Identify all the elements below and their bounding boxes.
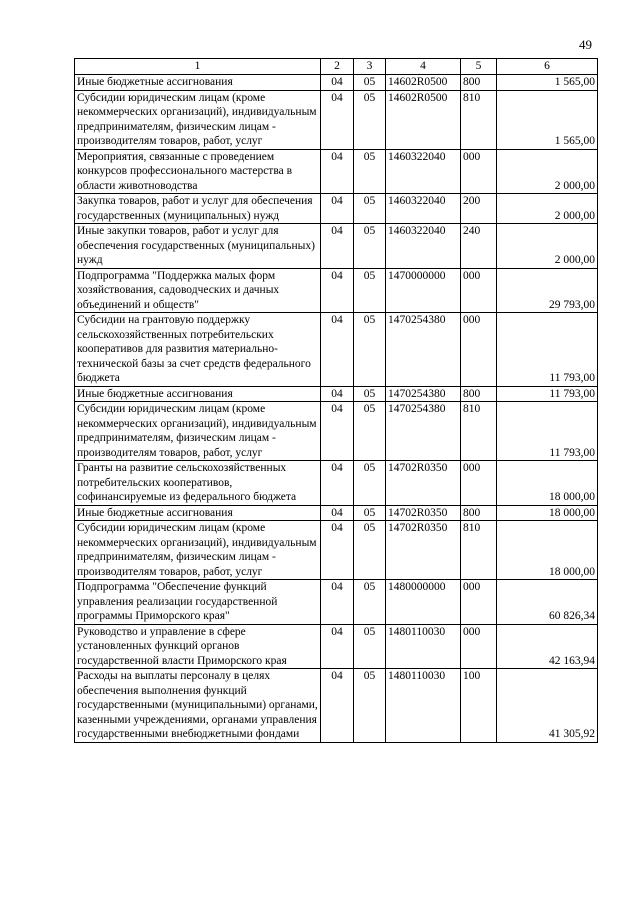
table-row xyxy=(75,669,598,743)
expense-type-code: 000 xyxy=(461,149,497,194)
target-article-code: 1470000000 xyxy=(386,268,461,313)
amount: 42 163,94 xyxy=(497,624,598,669)
subsection-code: 05 xyxy=(354,461,386,506)
amount: 2 000,00 xyxy=(497,149,598,194)
target-article-code: 1460322040 xyxy=(386,149,461,194)
table-row xyxy=(75,90,598,149)
amount: 18 000,00 xyxy=(497,521,598,580)
expense-type-code: 810 xyxy=(461,90,497,149)
amount: 1 565,00 xyxy=(497,90,598,149)
page-number: 49 xyxy=(579,37,592,52)
header-cell: 2 xyxy=(321,59,354,75)
expense-type-code: 000 xyxy=(461,624,497,669)
table-row xyxy=(75,521,598,580)
item-name: Гранты на развитие сельскохозяйственных потребительских кооперативов, софинансируемые из федерального бюджета xyxy=(75,461,321,506)
header-cell: 4 xyxy=(386,59,461,75)
subsection-code: 05 xyxy=(354,149,386,194)
item-name: Субсидии юридическим лицам (кроме некоммерческих организаций), индивидуальным предпринимателям, физическим лицам - производителям товаров, работ, услуг xyxy=(75,521,321,580)
target-article-code: 1470254380 xyxy=(386,402,461,461)
expense-type-code: 800 xyxy=(461,386,497,402)
table-row xyxy=(75,268,598,313)
target-article-code: 1460322040 xyxy=(386,194,461,224)
section-code: 04 xyxy=(321,402,354,461)
table-row xyxy=(75,386,598,402)
target-article-code: 14702R0350 xyxy=(386,505,461,521)
subsection-code: 05 xyxy=(354,402,386,461)
target-article-code: 1460322040 xyxy=(386,224,461,269)
subsection-code: 05 xyxy=(354,669,386,743)
table-row xyxy=(75,624,598,669)
section-code: 04 xyxy=(321,505,354,521)
section-code: 04 xyxy=(321,624,354,669)
section-code: 04 xyxy=(321,149,354,194)
subsection-code: 05 xyxy=(354,268,386,313)
expense-type-code: 100 xyxy=(461,669,497,743)
amount: 18 000,00 xyxy=(497,505,598,521)
header-cell: 5 xyxy=(461,59,497,75)
expense-type-code: 000 xyxy=(461,268,497,313)
section-code: 04 xyxy=(321,268,354,313)
subsection-code: 05 xyxy=(354,90,386,149)
amount: 1 565,00 xyxy=(497,75,598,91)
subsection-code: 05 xyxy=(354,75,386,91)
section-code: 04 xyxy=(321,75,354,91)
expense-type-code: 240 xyxy=(461,224,497,269)
target-article-code: 1470254380 xyxy=(386,313,461,387)
item-name: Субсидии юридическим лицам (кроме некоммерческих организаций), индивидуальным предпринимателям, физическим лицам - производителям товаров, работ, услуг xyxy=(75,90,321,149)
item-name: Мероприятия, связанные с проведением конкурсов профессионального мастерства в области животноводства xyxy=(75,149,321,194)
target-article-code: 1480000000 xyxy=(386,580,461,625)
header-cell: 3 xyxy=(354,59,386,75)
item-name: Закупка товаров, работ и услуг для обеспечения государственных (муниципальных) нужд xyxy=(75,194,321,224)
item-name: Иные закупки товаров, работ и услуг для обеспечения государственных (муниципальных) нужд xyxy=(75,224,321,269)
section-code: 04 xyxy=(321,194,354,224)
section-code: 04 xyxy=(321,386,354,402)
expense-type-code: 200 xyxy=(461,194,497,224)
header-row xyxy=(75,59,598,75)
expense-type-code: 810 xyxy=(461,402,497,461)
budget-table xyxy=(74,58,598,743)
item-name: Субсидии юридическим лицам (кроме некоммерческих организаций), индивидуальным предпринимателям, физическим лицам - производителям товаров, работ, услуг xyxy=(75,402,321,461)
section-code: 04 xyxy=(321,461,354,506)
subsection-code: 05 xyxy=(354,580,386,625)
table-row xyxy=(75,505,598,521)
section-code: 04 xyxy=(321,669,354,743)
table-row xyxy=(75,75,598,91)
item-name: Подпрограмма "Поддержка малых форм хозяйствования, садоводческих и дачных объединений и обществ" xyxy=(75,268,321,313)
amount: 18 000,00 xyxy=(497,461,598,506)
section-code: 04 xyxy=(321,224,354,269)
target-article-code: 1470254380 xyxy=(386,386,461,402)
amount: 11 793,00 xyxy=(497,402,598,461)
amount: 11 793,00 xyxy=(497,313,598,387)
target-article-code: 1480110030 xyxy=(386,669,461,743)
target-article-code: 1480110030 xyxy=(386,624,461,669)
subsection-code: 05 xyxy=(354,194,386,224)
item-name: Иные бюджетные ассигнования xyxy=(75,75,321,91)
target-article-code: 14602R0500 xyxy=(386,90,461,149)
amount: 2 000,00 xyxy=(497,224,598,269)
item-name: Руководство и управление в сфере установленных функций органов государственной власти Приморского края xyxy=(75,624,321,669)
header-cell: 6 xyxy=(497,59,598,75)
section-code: 04 xyxy=(321,313,354,387)
expense-type-code: 810 xyxy=(461,521,497,580)
target-article-code: 14702R0350 xyxy=(386,461,461,506)
item-name: Иные бюджетные ассигнования xyxy=(75,505,321,521)
item-name: Подпрограмма "Обеспечение функций управления реализации государственной программы Приморского края" xyxy=(75,580,321,625)
table-row xyxy=(75,461,598,506)
expense-type-code: 800 xyxy=(461,75,497,91)
table-row xyxy=(75,580,598,625)
item-name: Иные бюджетные ассигнования xyxy=(75,386,321,402)
subsection-code: 05 xyxy=(354,521,386,580)
table-row xyxy=(75,149,598,194)
expense-type-code: 000 xyxy=(461,313,497,387)
subsection-code: 05 xyxy=(354,386,386,402)
expense-type-code: 000 xyxy=(461,580,497,625)
table-row xyxy=(75,313,598,387)
item-name: Субсидии на грантовую поддержку сельскохозяйственных потребительских кооперативов для развития материально-технической базы за счет средств федерального бюджета xyxy=(75,313,321,387)
header-cell: 1 xyxy=(75,59,321,75)
table-row xyxy=(75,194,598,224)
amount: 41 305,92 xyxy=(497,669,598,743)
amount: 2 000,00 xyxy=(497,194,598,224)
table-row xyxy=(75,402,598,461)
target-article-code: 14602R0500 xyxy=(386,75,461,91)
target-article-code: 14702R0350 xyxy=(386,521,461,580)
amount: 11 793,00 xyxy=(497,386,598,402)
table-row xyxy=(75,224,598,269)
subsection-code: 05 xyxy=(354,624,386,669)
subsection-code: 05 xyxy=(354,224,386,269)
section-code: 04 xyxy=(321,90,354,149)
section-code: 04 xyxy=(321,521,354,580)
expense-type-code: 000 xyxy=(461,461,497,506)
subsection-code: 05 xyxy=(354,313,386,387)
section-code: 04 xyxy=(321,580,354,625)
amount: 60 826,34 xyxy=(497,580,598,625)
expense-type-code: 800 xyxy=(461,505,497,521)
item-name: Расходы на выплаты персоналу в целях обеспечения выполнения функций государственными (муниципальными) органами, казенными учреждениями, органами управления государственными внебюджетными фондами xyxy=(75,669,321,743)
amount: 29 793,00 xyxy=(497,268,598,313)
subsection-code: 05 xyxy=(354,505,386,521)
